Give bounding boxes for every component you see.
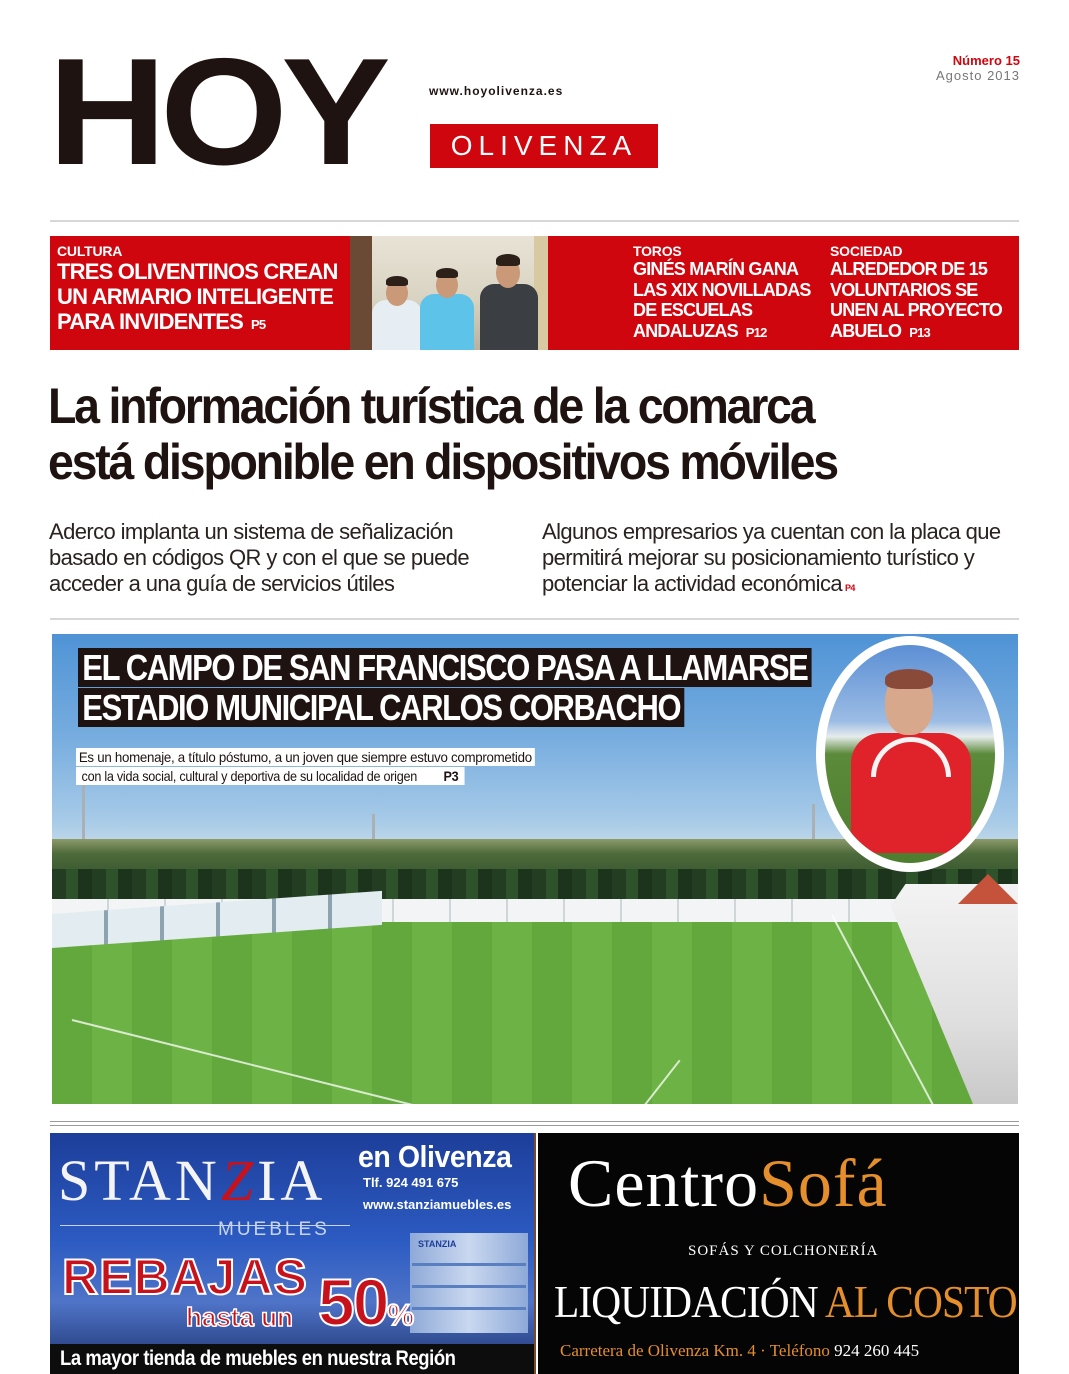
edition-label: OLIVENZA bbox=[430, 124, 658, 168]
teaser-section: CULTURA bbox=[57, 243, 123, 259]
divider bbox=[50, 220, 1019, 222]
teaser-cultura[interactable] bbox=[57, 244, 347, 337]
deck-right: Algunos empresarios ya cuentan con la placa que permitirá mejorar su posicionamiento turístico y potenciar la actividad económica P4 bbox=[542, 519, 1001, 596]
upto-label: hasta un bbox=[186, 1302, 293, 1332]
website-url[interactable]: www.hoyolivenza.es bbox=[429, 84, 564, 98]
teaser-section: TOROS bbox=[633, 243, 682, 259]
teaser-toros[interactable] bbox=[633, 244, 818, 343]
teaser-sociedad[interactable] bbox=[830, 244, 1015, 343]
issue-number: Número 15 bbox=[952, 53, 1020, 68]
page-ref: P4 bbox=[844, 583, 855, 593]
stanzia-subbrand: MUEBLES bbox=[218, 1219, 330, 1240]
centrosofa-logo: CentroSofá bbox=[568, 1145, 888, 1221]
page-ref: P3 bbox=[440, 767, 460, 785]
portrait-photo bbox=[816, 636, 1004, 872]
teaser-title: TRES OLIVENTINOS CREAN UN ARMARIO INTELIGENTE PARA INVIDENTES P5 bbox=[57, 259, 338, 334]
divider bbox=[50, 1125, 1019, 1126]
stanzia-city: en Olivenza bbox=[358, 1139, 512, 1174]
teaser-page-ref: P5 bbox=[251, 317, 266, 332]
teaser-photo-students bbox=[350, 236, 548, 350]
teaser-title: ALREDEDOR DE 15 VOLUNTARIOS SE UNEN AL PROYECTO ABUELO P13 bbox=[830, 259, 1002, 341]
discount-percent: 50% bbox=[318, 1265, 413, 1339]
photo-story-summary: Es un homenaje, a título póstumo, a un joven que siempre estuvo comprometido con la vida social, cultural y deportiva de su localidad de origen P3 bbox=[76, 748, 559, 786]
main-headline[interactable]: La información turística de la comarca está disponible en dispositivos móviles bbox=[48, 378, 837, 490]
store-building-image: STANZIA bbox=[410, 1233, 528, 1333]
centrosofa-sale: LIQUIDACIÓN AL COSTO bbox=[554, 1276, 1017, 1327]
deck-left: Aderco implanta un sistema de señalización basado en códigos QR y con el que se puede acceder a una guía de servicios útiles bbox=[49, 519, 469, 596]
teaser-banner bbox=[50, 236, 1019, 350]
stadium-photo bbox=[52, 634, 1018, 1104]
issue-date: Agosto 2013 bbox=[935, 68, 1020, 83]
divider bbox=[50, 1121, 1019, 1122]
centrosofa-address: Carretera de Olivenza Km. 4 · Teléfono 924 260 445 bbox=[560, 1341, 920, 1360]
stanzia-phone: Tlf. 924 491 675 bbox=[363, 1175, 459, 1190]
teaser-section: SOCIEDAD bbox=[830, 243, 903, 259]
ad-centrosofa[interactable] bbox=[538, 1133, 1019, 1374]
centrosofa-subtitle: SOFÁS Y COLCHONERÍA bbox=[688, 1243, 879, 1259]
stanzia-website[interactable]: www.stanziamuebles.es bbox=[363, 1197, 512, 1212]
stanzia-tagline: La mayor tienda de muebles en nuestra Región bbox=[50, 1344, 534, 1374]
stanzia-logo: STANZIA bbox=[58, 1148, 327, 1213]
newspaper-logo: HOY bbox=[48, 27, 385, 197]
issue-info bbox=[936, 53, 1020, 83]
sale-label: REBAJAS bbox=[62, 1249, 308, 1305]
divider bbox=[50, 618, 1019, 620]
teaser-page-ref: P13 bbox=[909, 324, 930, 340]
teaser-page-ref: P12 bbox=[745, 324, 767, 340]
photo-story-title[interactable]: EL CAMPO DE SAN FRANCISCO PASA A LLAMARSE ESTADIO MUNICIPAL CARLOS CORBACHO bbox=[78, 648, 931, 727]
ad-stanzia[interactable] bbox=[50, 1133, 536, 1374]
teaser-title: GINÉS MARÍN GANA LAS XIX NOVILLADAS DE ESCUELAS ANDALUZAS P12 bbox=[633, 259, 811, 341]
